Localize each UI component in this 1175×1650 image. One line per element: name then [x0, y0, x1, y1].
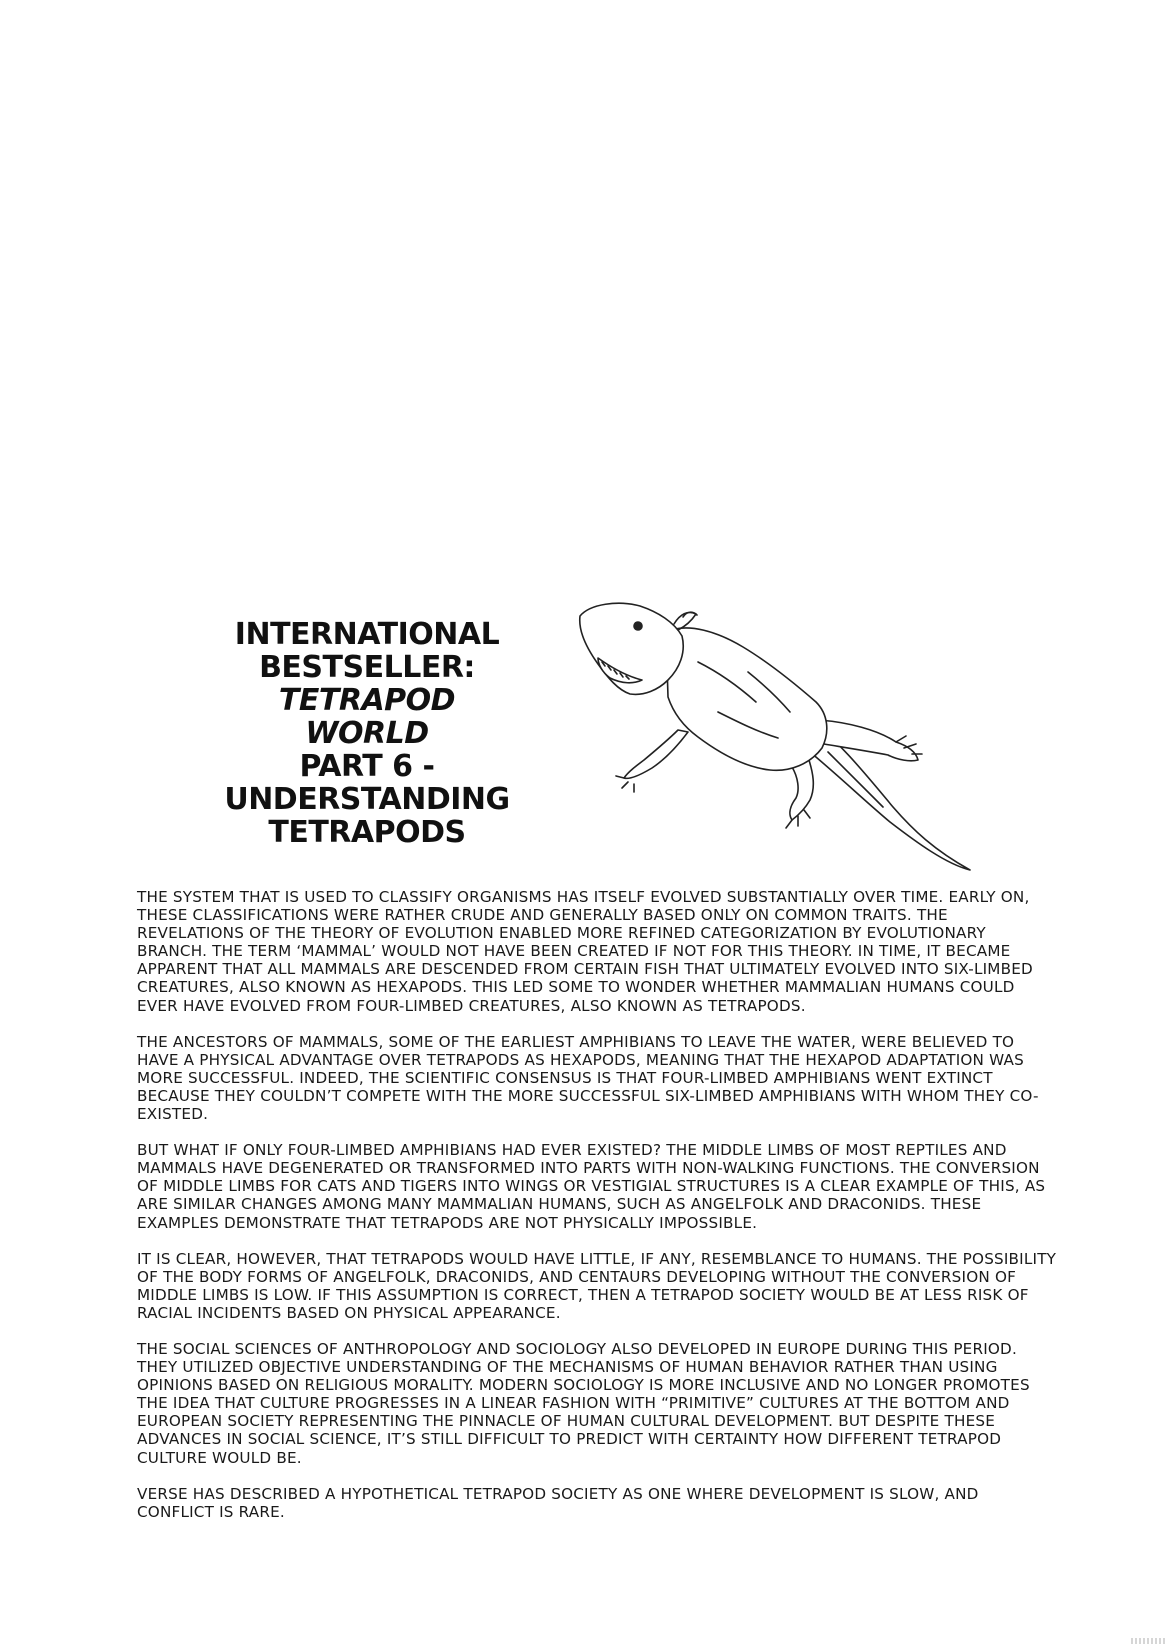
title-line-2: BESTSELLER:: [259, 650, 475, 685]
body-paragraph-1: THE SYSTEM THAT IS USED TO CLASSIFY ORGANISMS HAS ITSELF EVOLVED SUBSTANTIALLY OVER TIME. EARLY ON, THESE CLASSIFICATIONS WERE RATHER CRUDE AND GENERALLY BASED ONLY ON COMMON TRAITS. THE REVELATIONS OF THE THEORY OF EVOLUTION ENABLED MORE REFINED CATEGORIZATION BY EVOLUTIONARY BRANCH. THE TERM ‘MAMMAL’ WOULD NOT HAVE BEEN CREATED IF NOT FOR THIS THEORY. IN TIME, IT BECAME APPARENT THAT ALL MAMMALS ARE DESCENDED FROM CERTAIN FISH THAT ULTIMATELY EVOLVED INTO SIX-LIMBED CREATURES, ALSO KNOWN AS HEXAPODS. THIS LED SOME TO WONDER WHETHER MAMMALIAN HUMANS COULD EVER HAVE EVOLVED FROM FOUR-LIMBED CREATURES, ALSO KNOWN AS TETRAPODS.: [137, 888, 1033, 1015]
tetrapod-amphibian-icon: [578, 602, 978, 874]
title-line-1: INTERNATIONAL: [234, 617, 500, 652]
title-line-5: UNDERSTANDING: [224, 782, 510, 817]
article-title: [222, 618, 512, 849]
body-paragraph-6: VERSE HAS DESCRIBED A HYPOTHETICAL TETRAPOD SOCIETY AS ONE WHERE DEVELOPMENT IS SLOW, AND CONFLICT IS RARE.: [137, 1484, 979, 1521]
body-paragraph-3: BUT WHAT IF ONLY FOUR-LIMBED AMPHIBIANS HAD EVER EXISTED? THE MIDDLE LIMBS OF MOST REPTILES AND MAMMALS HAVE DEGENERATED OR TRANSFORMED INTO PARTS WITH NON-WALKING FUNCTIONS. THE CONVERSION OF MIDDLE LIMBS FOR CATS AND TIGERS INTO WINGS OR VESTIGIAL STRUCTURES IS A CLEAR EXAMPLE OF THIS, AS ARE SIMILAR CHANGES AMONG MANY MAMMALIAN HUMANS, SUCH AS ANGELFOLK AND DRACONIDS. THESE EXAMPLES DEMONSTRATE THAT TETRAPODS ARE NOT PHYSICALLY IMPOSSIBLE.: [137, 1141, 1046, 1232]
body-paragraph-4: IT IS CLEAR, HOWEVER, THAT TETRAPODS WOULD HAVE LITTLE, IF ANY, RESEMBLANCE TO HUMANS. THE POSSIBILITY OF THE BODY FORMS OF ANGELFOLK, DRACONIDS, AND CENTAURS DEVELOPING WITHOUT THE CONVERSION OF MIDDLE LIMBS IS LOW. IF THIS ASSUMPTION IS CORRECT, THEN A TETRAPOD SOCIETY WOULD BE AT LESS RISK OF RACIAL INCIDENTS BASED ON PHYSICAL APPEARANCE.: [137, 1249, 1057, 1322]
page-scan-mark: [1131, 1638, 1167, 1644]
article-body: [137, 888, 1057, 1539]
title-line-4: PART 6 -: [299, 749, 435, 784]
body-paragraph-2: THE ANCESTORS OF MAMMALS, SOME OF THE EARLIEST AMPHIBIANS TO LEAVE THE WATER, WERE BELIEVED TO HAVE A PHYSICAL ADVANTAGE OVER TETRAPODS AS HEXAPODS, MEANING THAT THE HEXAPOD ADAPTATION WAS MORE SUCCESSFUL. INDEED, THE SCIENTIFIC CONSENSUS IS THAT FOUR-LIMBED AMPHIBIANS WENT EXTINCT BECAUSE THEY COULDN’T COMPETE WITH THE MORE SUCCESSFUL SIX-LIMBED AMPHIBIANS WITH WHOM THEY CO-EXISTED.: [137, 1032, 1039, 1124]
title-line-3: TETRAPOD WORLD: [278, 683, 456, 751]
body-paragraph-5: THE SOCIAL SCIENCES OF ANTHROPOLOGY AND SOCIOLOGY ALSO DEVELOPED IN EUROPE DURING THIS PERIOD. THEY UTILIZED OBJECTIVE UNDERSTANDING OF THE MECHANISMS OF HUMAN BEHAVIOR RATHER THAN USING OPINIONS BASED ON RELIGIOUS MORALITY. MODERN SOCIOLOGY IS MORE INCLUSIVE AND NO LONGER PROMOTES THE IDEA THAT CULTURE PROGRESSES IN A LINEAR FASHION WITH “PRIMITIVE” CULTURES AT THE BOTTOM AND EUROPEAN SOCIETY REPRESENTING THE PINNACLE OF HUMAN CULTURAL DEVELOPMENT. BUT DESPITE THESE ADVANCES IN SOCIAL SCIENCE, IT’S STILL DIFFICULT TO PREDICT WITH CERTAINTY HOW DIFFERENT TETRAPOD CULTURE WOULD BE.: [137, 1339, 1030, 1467]
title-line-6: TETRAPODS: [268, 815, 466, 850]
